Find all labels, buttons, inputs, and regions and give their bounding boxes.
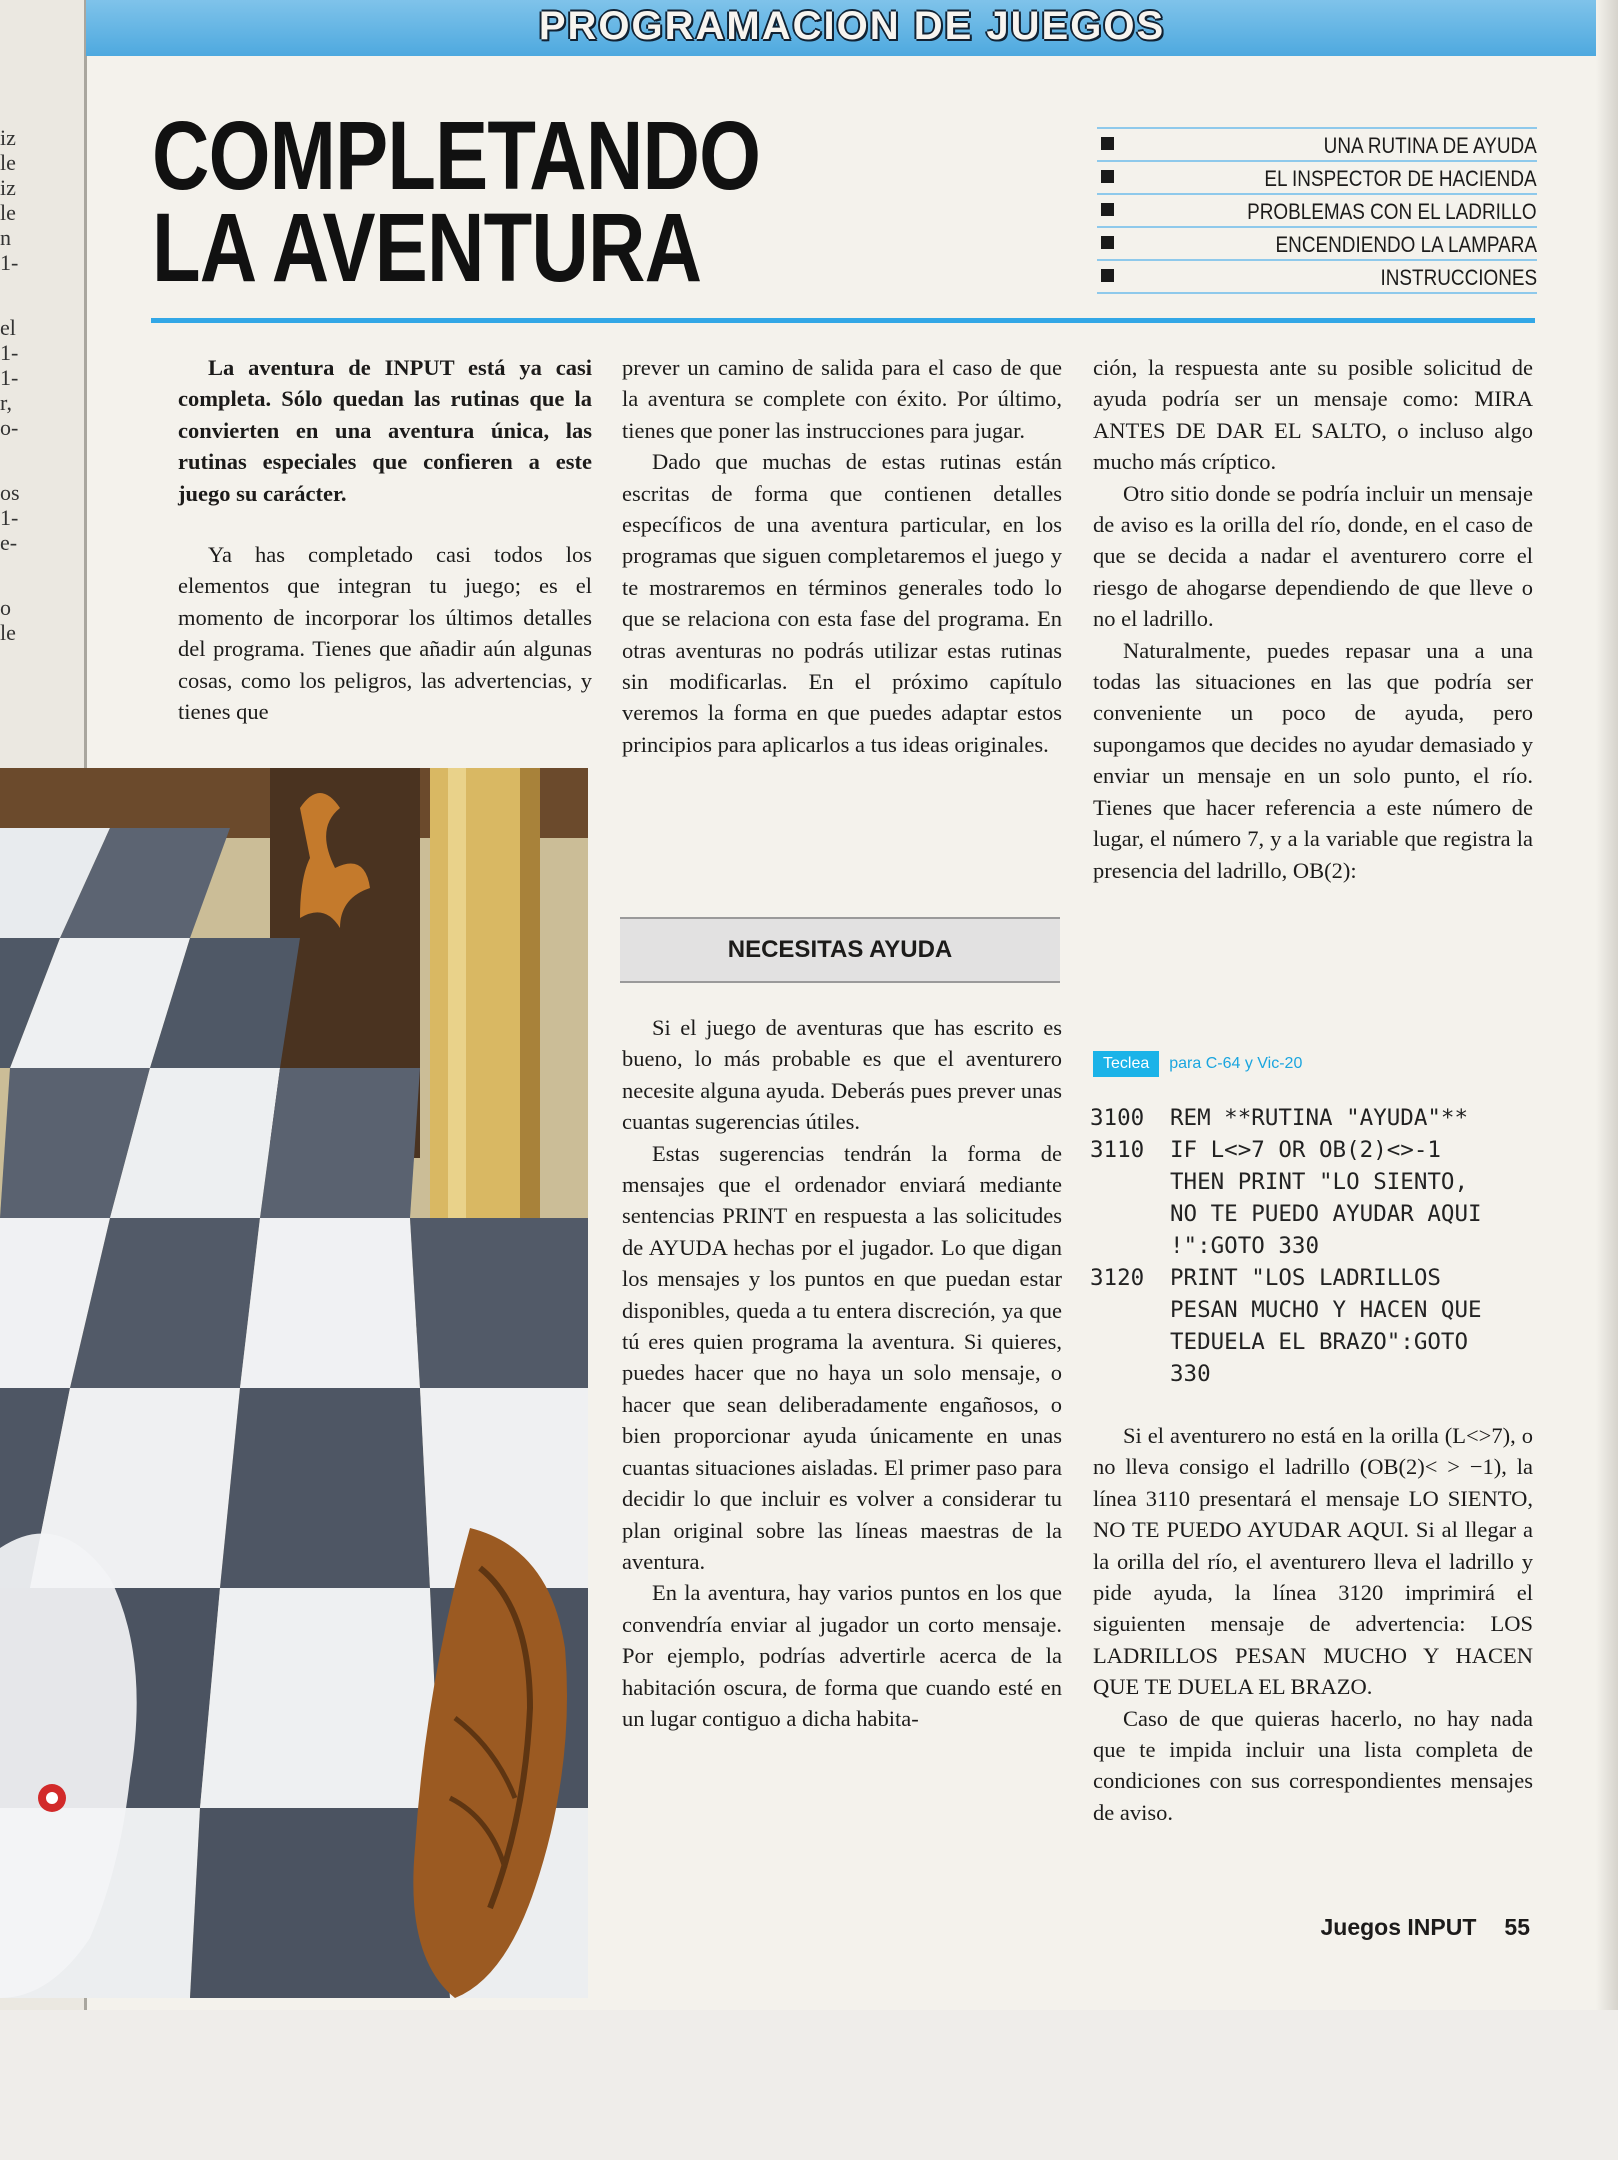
column-3 [1093,352,1533,886]
contents-list [1097,127,1537,294]
previous-page-letters: iz le iz le n 1- el 1- 1- r, o- os 1- e- o le [0,125,20,645]
page-number: 55 [1504,1914,1530,1940]
section-title: PROGRAMACION DE JUEGOS [538,4,1166,48]
body-paragraph: Si el juego de aventuras que has escrito es bueno, lo más probable es que el aventurero necesite alguna ayuda. Deberás pues prever unas cuantas sugerencias útiles. [622,1015,1062,1135]
column-1 [178,352,592,727]
contents-item: PROBLEMAS CON EL LADRILLO [1097,193,1537,226]
code-line: 330 [1170,1361,1211,1387]
basic-code-listing [1090,1102,1550,1390]
section-header-band [86,0,1618,56]
platform-note: para C-64 y Vic-20 [1169,1055,1303,1072]
body-paragraph: Ya has completado casi todos los elementos que integran tu juego; es el momento de incorporar los últimos detalles del programa. Tienes que añadir aún algunas cosas, como los peligros, las advertencias, y tienes que [178,542,592,725]
square-bullet-icon [1101,137,1114,150]
column-3-lower [1093,1420,1533,1828]
contents-item: UNA RUTINA DE AYUDA [1097,127,1537,160]
page-footer [1250,1914,1530,1941]
article-title-line-2: LA AVENTURA [152,193,702,302]
body-paragraph: En la aventura, hay varios puntos en los que convendría enviar al jugador un corto mensaje. Por ejemplo, podrías advertirle acerca de la habitación oscura, de forma que cuando esté en un lugar contiguo a dicha habita- [622,1580,1062,1731]
code-line: 3100 REM **RUTINA "AYUDA"** [1090,1105,1469,1131]
code-line: 3120 PRINT "LOS LADRILLOS [1090,1265,1441,1291]
teclea-label-row [1093,1049,1302,1079]
intro-paragraph: La aventura de INPUT está ya casi completa. Sólo quedan las rutinas que la convierten en una aventura única, las rutinas especiales que confieren a este juego su carácter. [178,355,592,506]
square-bullet-icon [1101,170,1114,183]
square-bullet-icon [1101,203,1114,216]
illustration-artwork [0,768,588,1998]
contents-item: ENCENDIENDO LA LAMPARA [1097,226,1537,259]
article-title [152,101,761,302]
square-bullet-icon [1101,236,1114,249]
teclea-tag: Teclea [1093,1051,1159,1077]
publication-name: Juegos INPUT [1320,1914,1477,1940]
section-heading: NECESITAS AYUDA [620,917,1060,983]
code-line: NO TE PUEDO AYUDAR AQUI [1170,1201,1482,1227]
body-paragraph: Naturalmente, puedes repasar una a una todas las situaciones en las que podría ser conveniente un poco de ayuda, pero supongamos que decides no ayudar demasiado y enviar un mensaje en un solo punto, el río. Tienes que hacer referencia a este número de lugar, el número 7, y a la variable que registra la presencia del ladrillo, OB(2): [1093,637,1533,883]
body-paragraph: prever un camino de salida para el caso de que la aventura se complete con éxito. Por último, tienes que poner las instrucciones para jugar. [622,355,1062,443]
code-line: THEN PRINT "LO SIENTO, [1170,1169,1469,1195]
column-2 [622,352,1062,760]
page-edge [1596,0,1618,2010]
code-line: PESAN MUCHO Y HACEN QUE [1170,1297,1482,1323]
scan-bottom-margin [0,2010,1618,2160]
code-line: 3110 IF L<>7 OR OB(2)<>-1 [1090,1137,1441,1163]
body-paragraph: Dado que muchas de estas rutinas están escritas de forma que contienen detalles específicos de una aventura particular, en los programas que siguen completaremos el juego y te mostraremos en términos generales todo lo que se relaciona con esta fase del programa. En otras aventuras no podrás utilizar estas rutinas sin modificarlas. En el próximo capítulo veremos la forma en que puedes adaptar estos principios para aplicarlos a tus ideas originales. [622,449,1062,757]
checkered-floor-illustration [0,768,588,1998]
body-paragraph: Otro sitio donde se podría incluir un mensaje de aviso es la orilla del río, donde, en el caso de que se decida a nadar el aventurero corre el riesgo de ahogarse dependiendo de que lleve o no el ladrillo. [1093,480,1533,632]
body-paragraph: ción, la respuesta ante su posible solicitud de ayuda podría ser un mensaje como: MIRA ANTES DE DAR EL SALTO, o incluso algo mucho más críptico. [1093,355,1533,475]
code-line: !":GOTO 330 [1170,1233,1320,1259]
body-paragraph: Caso de que quieras hacerlo, no hay nada que te impida incluir una lista completa de condiciones con sus correspondientes mensajes de aviso. [1093,1705,1533,1825]
code-line: TEDUELA EL BRAZO":GOTO [1170,1329,1469,1355]
body-paragraph: Estas sugerencias tendrán la forma de mensajes que el ordenador enviará mediante sentencias PRINT en respuesta a las solicitudes de AYUDA hechas por el jugador. Lo que digan los mensajes y los puntos en que puedan estar disponibles, queda a tu entera discreción, ya que tú eres quien programa la aventura. Si quieres, puedes hacer que no haya un solo mensaje, o hacer que sean deliberadamente engañosos, o bien proporcionar ayuda únicamente en unas cuantas situaciones aisladas. El primer paso para decidir lo que incluir es volver a considerar tu plan original sobre las líneas maestras de la aventura. [622,1140,1062,1574]
column-2-lower [622,1012,1062,1734]
title-divider-rule [151,318,1535,323]
body-paragraph: Si el aventurero no está en la orilla (L<>7), o no lleva consigo el ladrillo (OB(2)< > −1), la línea 3110 presentará el mensaje LO SIENTO, NO TE PUEDO AYUDAR AQUI. Si al llegar a la orilla del río, el aventurero lleva el ladrillo y pide ayuda, la línea 3120 imprimirá el siguienten mensaje de advertencia: LOS LADRILLOS PESAN MUCHO Y HACEN QUE TE DUELA EL BRAZO. [1093,1423,1533,1700]
contents-item: INSTRUCCIONES [1097,259,1537,294]
square-bullet-icon [1101,269,1114,282]
contents-item: EL INSPECTOR DE HACIENDA [1097,160,1537,193]
article-title-line-1: COMPLETANDO [152,101,761,210]
